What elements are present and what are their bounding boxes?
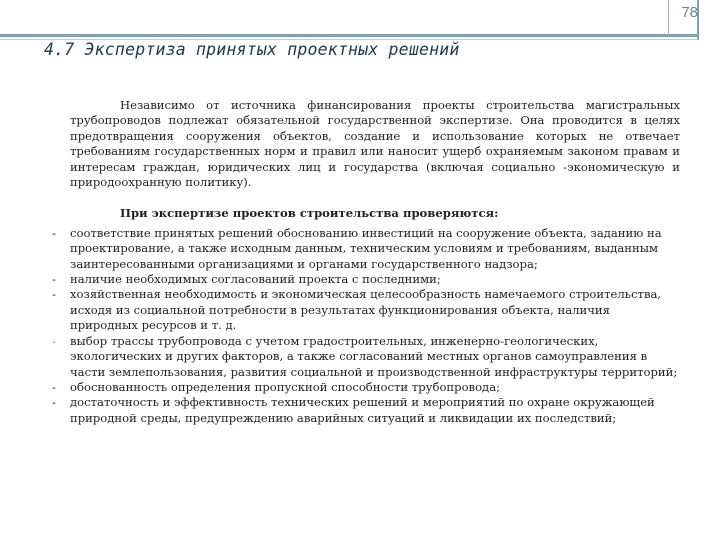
intro-paragraph: Независимо от источника финансирования проекты строительства магистральных трубопроводов подлежат обязательной государственной экспертизе. Она проводится в целях предотвращения сооружения объектов, создание и использование которых не отвечает требованиям государственных норм и правил или наносит ущерб охраняемым законом правам и интересам граждан, юридических лиц и государства (включая социально -экономическую и природоохранную политику).: [70, 98, 680, 190]
section-subheading: При экспертизе проектов строительства проверяются:: [120, 206, 499, 221]
list-item: [50, 287, 680, 333]
dash-bullet: -: [52, 287, 56, 302]
dash-bullet: -: [52, 272, 56, 287]
list-item-text: наличие необходимых согласований проекта с последними;: [70, 272, 441, 287]
list-item-text: соответствие принятых решений обоснованию инвестиций на сооружение объекта, заданию на проектирование, а также исходным данным, техническим условиям и требованиям, выданным заинтересованными организациями и органами государственного надзора;: [70, 225, 662, 271]
dash-bullet: -: [52, 379, 56, 394]
list-item: [50, 226, 680, 272]
list-item: [50, 395, 680, 426]
dash-bullet: -: [52, 333, 56, 348]
list-item-text: выбор трассы трубопровода с учетом градостроительных, инженерно-геологических, экологических и других факторов, а также согласований местных органов самоуправления в части землепользования, развития социальной и производственной инфраструктуры территорий;: [70, 333, 678, 379]
dash-bullet: -: [52, 225, 56, 240]
slide-number: 78: [681, 4, 698, 21]
check-list: [50, 226, 680, 426]
page-title: 4.7 Экспертиза принятых проектных решений: [44, 40, 460, 59]
dash-bullet: -: [52, 395, 56, 410]
header-rule: [0, 34, 698, 37]
list-item: [50, 334, 680, 380]
list-item-text: достаточность и эффективность технических решений и мероприятий по охране окружающей природной среды, предупреждению аварийных ситуаций и ликвидации их последствий;: [70, 395, 655, 425]
list-item-text: обоснованность определения пропускной способности трубопровода;: [70, 379, 501, 394]
list-item-text: хозяйственная необходимость и экономическая целесообразность намечаемого строительства, исходя из социальной потребности в результатах функционирования объекта, наличия природных ресурсов и т. д.: [70, 287, 662, 333]
slide-body: [50, 98, 680, 426]
list-item: [50, 272, 680, 287]
list-item: [50, 380, 680, 395]
